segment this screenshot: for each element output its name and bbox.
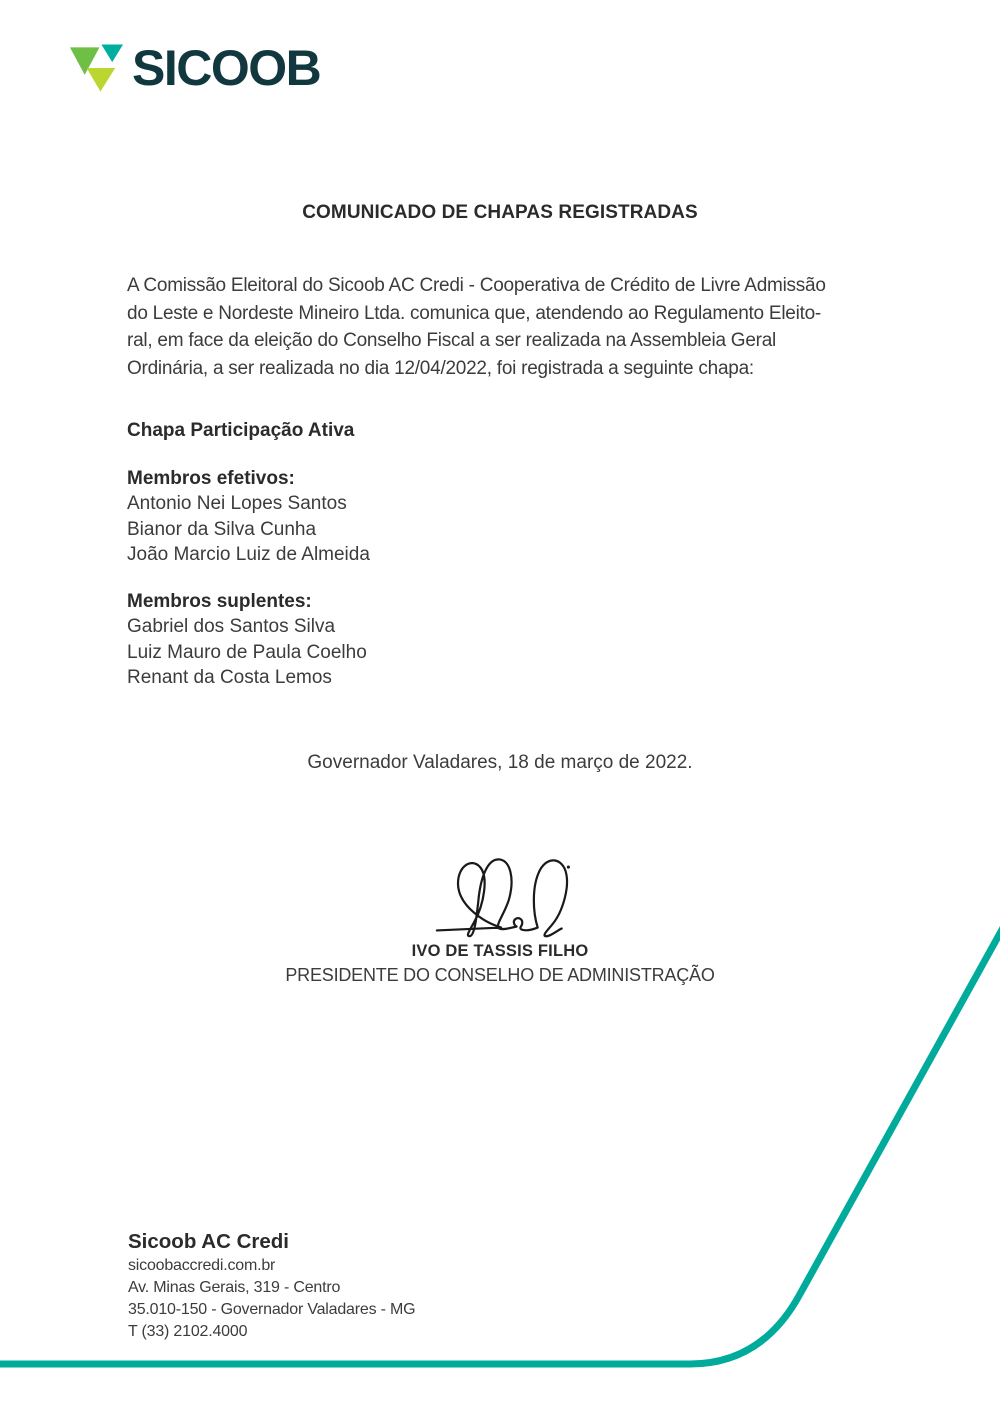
date-line: Governador Valadares, 18 de março de 2022. xyxy=(307,752,693,773)
signature-image xyxy=(427,845,585,941)
membros-efetivos-heading: Membros efetivos: xyxy=(127,468,295,489)
sicoob-logo xyxy=(68,40,320,98)
signer-name: IVO DE TASSIS FILHO xyxy=(411,942,589,960)
footer-phone: T (33) 2102.4000 xyxy=(128,1323,248,1340)
footer-contact-block xyxy=(128,1228,415,1343)
membros-suplentes-heading: Membros suplentes: xyxy=(127,591,312,612)
footer-website: sicoobaccredi.com.br xyxy=(128,1257,276,1274)
page-title: COMUNICADO DE CHAPAS REGISTRADAS xyxy=(302,202,698,223)
body-paragraph xyxy=(127,272,826,382)
member-name: Antonio Nei Lopes Santos xyxy=(127,493,347,515)
member-name: Renant da Costa Lemos xyxy=(127,667,332,689)
footer-address-line1: Av. Minas Gerais, 319 - Centro xyxy=(128,1279,341,1296)
signer-role: PRESIDENTE DO CONSELHO DE ADMINISTRAÇÃO xyxy=(285,965,715,985)
body-line: A Comissão Eleitoral do Sicoob AC Credi - Cooperativa de Crédito de Livre Admissão xyxy=(127,275,826,296)
body-line: Ordinária, a ser realizada no dia 12/04/2022, foi registrada a seguinte chapa: xyxy=(127,357,754,379)
member-name: Bianor da Silva Cunha xyxy=(127,518,317,540)
sicoob-wordmark: SICOOB xyxy=(132,40,321,96)
footer-company-name: Sicoob AC Credi xyxy=(128,1230,289,1253)
member-name: Gabriel dos Santos Silva xyxy=(127,616,336,638)
chapa-title: Chapa Participação Ativa xyxy=(127,420,355,441)
sicoob-logo-icon xyxy=(68,42,125,98)
footer-address-line2: 35.010-150 - Governador Valadares - MG xyxy=(128,1301,416,1318)
membros-suplentes-section xyxy=(127,589,367,691)
body-line: do Leste e Nordeste Mineiro Ltda. comunica que, atendendo ao Regulamento Eleito- xyxy=(127,302,822,324)
member-name: João Marcio Luiz de Almeida xyxy=(127,544,370,566)
member-name: Luiz Mauro de Paula Coelho xyxy=(127,641,367,663)
body-line: ral, em face da eleição do Conselho Fiscal a ser realizada na Assembleia Geral xyxy=(127,330,777,351)
membros-efetivos-section xyxy=(127,466,370,568)
